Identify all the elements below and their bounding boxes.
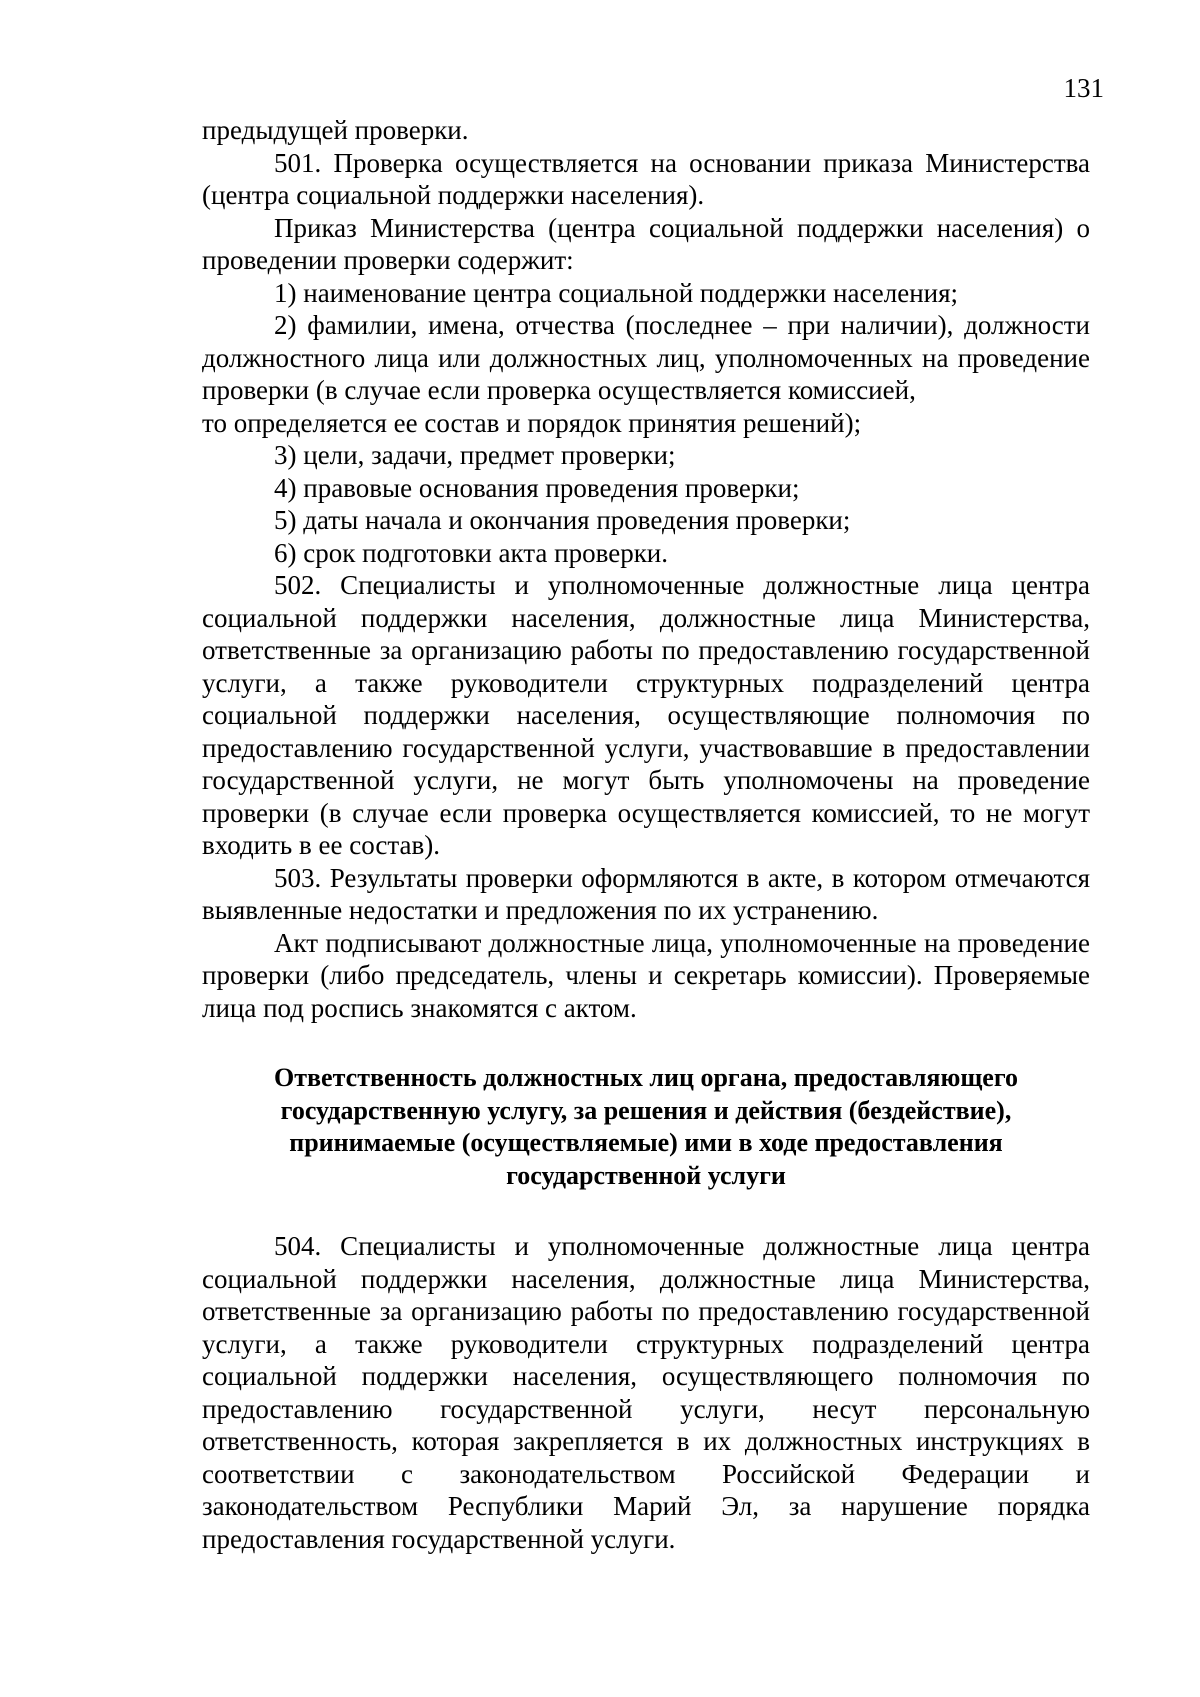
paragraph: 504. Специалисты и уполномоченные должностные лица центра социальной поддержки населения, должностные лица Министерства, ответственные за организацию работы по предоставлению государственной услуги, а также руководители структурных подразделений центра социальной поддержки населения, осуществляющего полномочия по предоставлению государственной услуги, несут персональную ответственность, которая закрепляется в их должностных инструкциях в соответствии с законодательством Российской Федерации и законодательством Республики Марий Эл, за нарушение порядка предоставления государственной услуги.	[202, 1231, 1090, 1554]
list-item: 4) правовые основания проведения проверки;	[274, 472, 800, 503]
paragraph: Акт подписывают должностные лица, уполномоченные на проведение проверки (либо председатель, члены и секретарь комиссии). Проверяемые лица под роспись знакомятся с актом.	[202, 927, 1090, 1023]
page-number: 131	[1063, 73, 1104, 103]
list-item: 5) даты начала и окончания проведения проверки;	[274, 505, 851, 535]
list-item: 2) фамилии, имена, отчества (последнее – при наличии), должности должностного лица или должностных лиц, уполномоченных на проведение проверки (в случае если проверка осуществляется комиссией,	[202, 310, 1090, 405]
paragraph: 501. Проверка осуществляется на основании приказа Министерства (центра социальной поддержки населения).	[202, 147, 1090, 210]
paragraph: Приказ Министерства (центра социальной поддержки населения) о проведении проверки содержит:	[202, 212, 1090, 275]
paragraph: 502. Специалисты и уполномоченные должностные лица центра социальной поддержки населения, должностные лица Министерства, ответственные за организацию работы по предоставлению государственной услуги, а также руководители структурных подразделений центра социальной поддержки населения, осуществляющие полномочия по предоставлению государственной услуги, участвовавшие в предоставлении государственной услуги, не могут быть уполномочены на проведение проверки (в случае если проверка осуществляется комиссией, то не могут входить в ее состав).	[202, 570, 1090, 860]
paragraph: то определяется ее состав и порядок принятия решений);	[202, 407, 862, 438]
list-item: 3) цели, задачи, предмет проверки;	[274, 440, 676, 470]
paragraph: предыдущей проверки.	[202, 115, 469, 145]
list-item: 1) наименование центра социальной поддержки населения;	[274, 277, 959, 308]
document-body	[202, 114, 1090, 1555]
section-heading: Ответственность должностных лиц органа, предоставляющего государственную услугу, за решения и действия (бездействие), принимаемые (осуществляемые) ими в ходе предоставления государственной услуги	[274, 1063, 1018, 1190]
paragraph: 503. Результаты проверки оформляются в акте, в котором отмечаются выявленные недостатки и предложения по их устранению.	[202, 862, 1090, 925]
list-item: 6) срок подготовки акта проверки.	[274, 537, 669, 568]
